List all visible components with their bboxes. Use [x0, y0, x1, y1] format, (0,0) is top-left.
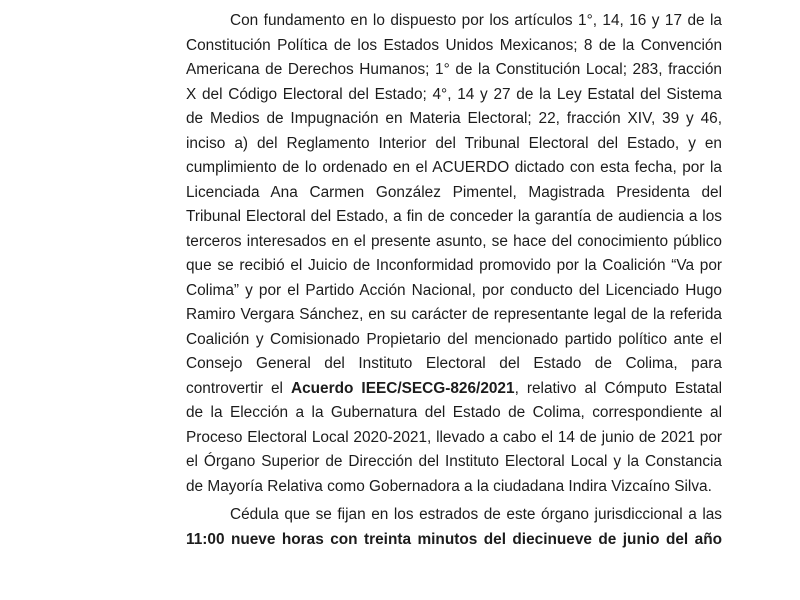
text-line: Colima” y por el Partido Acción Nacional, por conducto del Licenciado Hugo — [186, 281, 722, 299]
text-line: Licenciada Ana Carmen González Pimentel, Magistrada Presidenta del — [186, 183, 722, 201]
text-line: de la Elección a la Gubernatura del Estado de Colima, correspondiente al — [186, 404, 722, 421]
text-segment: controvertir el — [186, 379, 291, 397]
acuerdo-reference: Acuerdo IEEC/SECG-826/2021 — [290, 379, 515, 397]
text-line: X del Código Electoral del Estado; 4°, 14 y 27 de la Ley Estatal del Sistema — [186, 85, 722, 103]
text-line: cumplimiento de lo ordenado en el ACUERDO dictado con esta fecha, por la — [186, 159, 722, 176]
text-line-with-acuerdo — [186, 377, 722, 402]
text-line: el Órgano Superior de Dirección del Instituto Electoral Local y la Constancia — [186, 453, 722, 470]
text-line: Tribunal Electoral del Estado, a fin de conceder la garantía de audiencia a los — [186, 208, 722, 225]
text-line: Consejo General del Instituto Electoral del Estado de Colima, para — [186, 355, 722, 372]
text-line: Con fundamento en lo dispuesto por los artículos 1°, 14, 16 y 17 de la — [230, 12, 722, 29]
text-line: de Mayoría Relativa como Gobernadora a la ciudadana Indira Vizcaíno Silva. — [186, 477, 712, 495]
text-line: que se recibió el Juicio de Inconformidad promovido por la Coalición “Va por — [186, 257, 722, 274]
text-line: de Medios de Impugnación en Materia Electoral; 22, fracción XIV, 39 y 46, — [186, 110, 722, 127]
text-line-time: 11:00 nueve horas con treinta minutos del diecinueve de junio del año — [186, 530, 722, 548]
document-body — [186, 9, 722, 552]
text-line: Americana de Derechos Humanos; 1° de la Constitución Local; 283, fracción — [186, 61, 722, 78]
text-line: terceros interesados en el presente asunto, se hace del conocimiento público — [186, 232, 722, 250]
text-line: Proceso Electoral Local 2020-2021, llevado a cabo el 14 de junio de 2021 por — [186, 428, 722, 446]
text-line: Coalición y Comisionado Propietario del mencionado partido político ante el — [186, 330, 722, 348]
text-segment: , relativo al Cómputo Estatal — [514, 379, 722, 397]
text-line: Constitución Política de los Estados Unidos Mexicanos; 8 de la Convención — [186, 36, 722, 54]
text-line: Ramiro Vergara Sánchez, en su carácter de representante legal de la referida — [186, 306, 722, 323]
text-line: Cédula que se fijan en los estrados de este órgano jurisdiccional a las — [230, 506, 722, 523]
text-line: inciso a) del Reglamento Interior del Tribunal Electoral del Estado, y en — [186, 134, 722, 152]
paragraph-cedula — [186, 503, 722, 552]
paragraph-fundamento — [186, 9, 722, 499]
